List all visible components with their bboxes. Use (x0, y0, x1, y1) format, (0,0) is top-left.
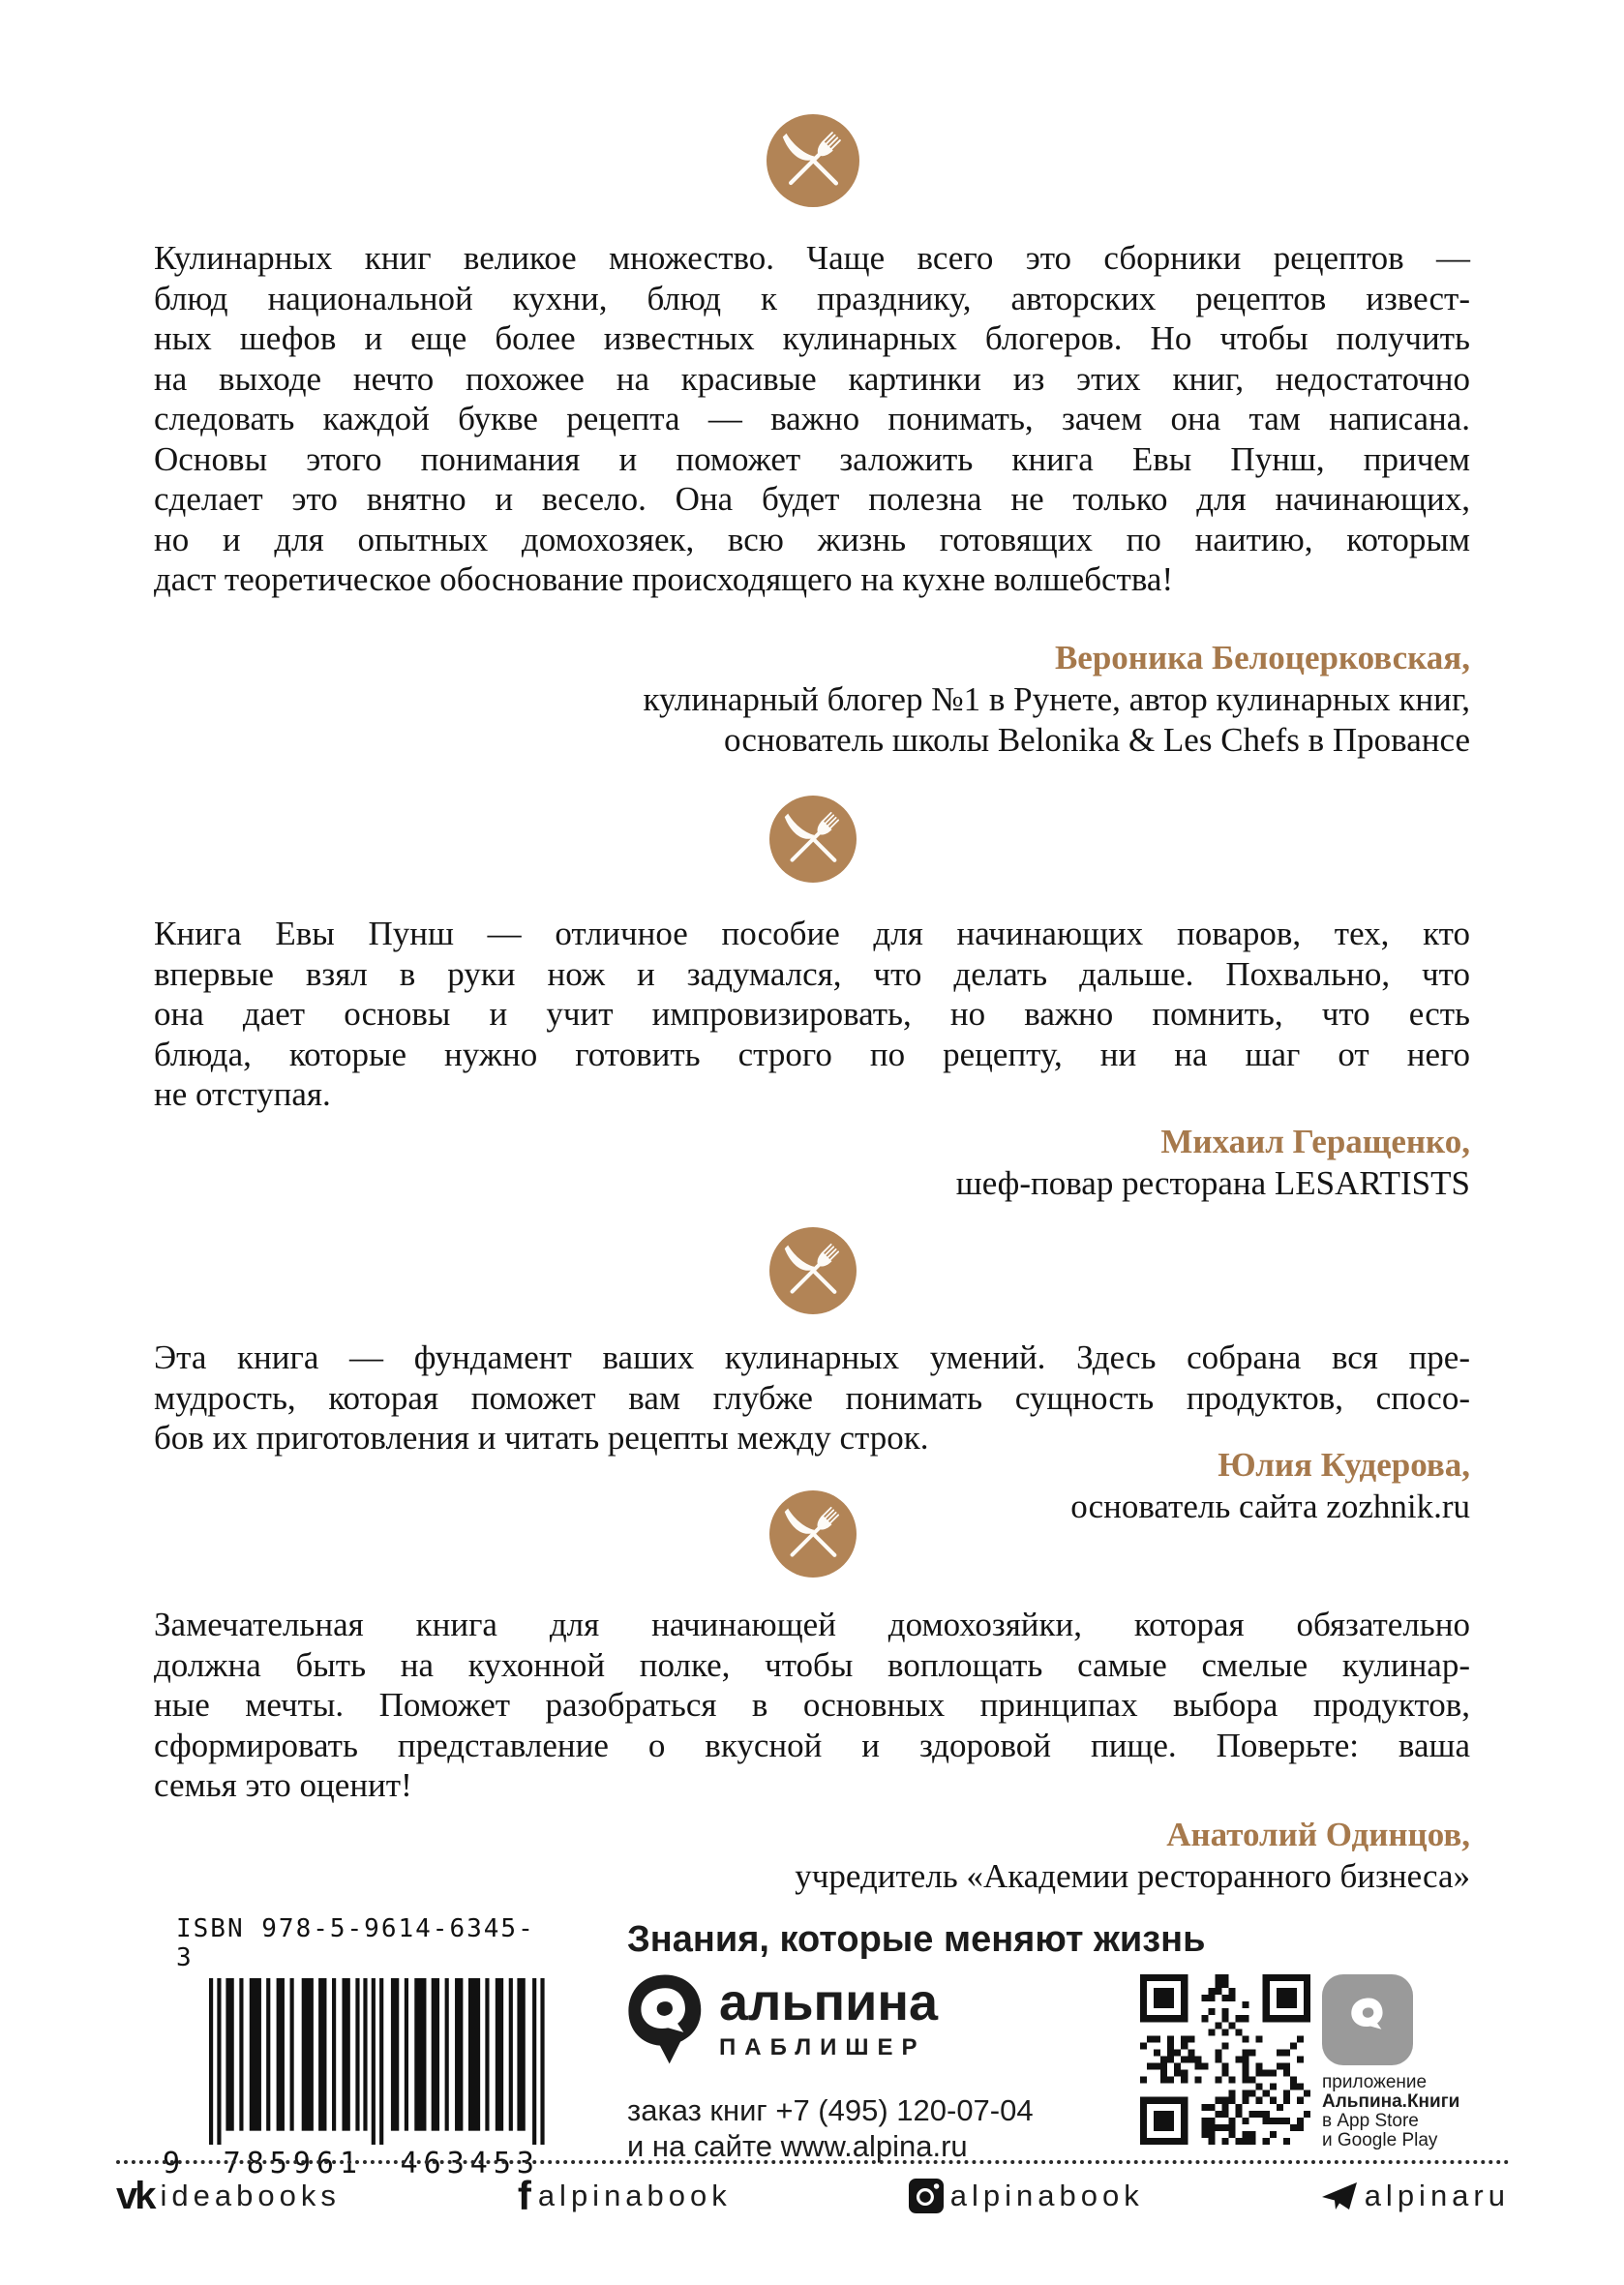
quote-1-line: сделает это внятно и весело. Она будет полезна не только для начинающих, (154, 480, 1470, 518)
quote-3-line: бов их приготовления и читать рецепты между строк. (154, 1419, 929, 1457)
telegram-icon (1321, 2180, 1358, 2211)
quote-2 (154, 914, 1470, 1115)
publisher-subtitle: ПАБЛИШЕР (719, 2034, 926, 2060)
quote-4-line: ные мечты. Поможет разобраться в основных принципах выбора продуктов, (154, 1686, 1470, 1724)
quote-2-line: Книга Евы Пунш — отличное пособие для начинающих поваров, тех, кто (154, 915, 1470, 952)
quote-4-line: семья это оценит! (154, 1766, 412, 1804)
social-instagram (909, 2179, 1144, 2213)
author-name: Вероника Белоцерковская, (1054, 639, 1470, 676)
quote-2-line: впервые взял в руки нож и задумался, что делать дальше. Похвально, что (154, 954, 1470, 993)
quote-4-line: должна быть на кухонной полке, чтобы воплощать самые смелые кулинар- (154, 1645, 1470, 1684)
app-line: приложение (1322, 2072, 1428, 2092)
author-role: основатель сайта zozhnik.ru (1070, 1488, 1470, 1525)
quote-1-line: но и для опытных домохозяек, всю жизнь готовящих по наитию, которым (154, 520, 1470, 558)
google-play-line: и Google Play (1322, 2130, 1438, 2150)
quote-1 (154, 238, 1470, 600)
fork-knife-icon (769, 1227, 857, 1314)
quote-3-line: Эта книга — фундамент ваших кулинарных умений. Здесь собрана вся пре- (154, 1338, 1470, 1376)
quote-1-line: Основы этого понимания и поможет заложить книга Евы Пунш, причем (154, 439, 1470, 478)
social-vk (116, 2177, 341, 2215)
quote-4 (154, 1605, 1470, 1806)
vk-icon: vk (116, 2175, 154, 2217)
barcode-digit-group: 463453 (400, 2147, 540, 2180)
quote-2-line: блюда, которые нужно готовить строго по рецепту, ни на шаг от него (154, 1035, 1470, 1073)
app-store-line: в App Store (1322, 2111, 1419, 2131)
social-facebook (517, 2173, 732, 2218)
quote-1-line: Кулинарных книг великое множество. Чаще всего это сборники рецептов — (154, 239, 1470, 277)
alpina-books-app-icon (1322, 1974, 1413, 2065)
barcode-digit-group: 9 (163, 2147, 187, 2180)
author-role: основатель школы Belonika & Les Chefs в Провансе (724, 721, 1470, 759)
publisher-logo (624, 1972, 938, 2065)
barcode (209, 1978, 546, 2145)
fork-knife-icon (769, 796, 857, 883)
quote-1-line: ных шефов и еще более известных кулинарных блогеров. Но чтобы получить (154, 319, 1470, 357)
quote-1-attribution (154, 637, 1470, 761)
barcode-digit-group: 785961 (223, 2147, 364, 2180)
publisher-name: альпина (719, 1973, 938, 2031)
qr-code (1140, 1974, 1310, 2145)
author-name: Михаил Геращенко, (1160, 1123, 1470, 1160)
order-site: и на сайте www.alpina.ru (627, 2129, 968, 2163)
quote-1-line: даст теоретическое обоснование происходящего на кухне волшебства! (154, 560, 1174, 598)
author-name: Анатолий Одинцов, (1166, 1816, 1470, 1853)
dotted-divider (116, 2160, 1510, 2164)
quote-2-attribution (154, 1121, 1470, 1204)
order-phone: заказ книг +7 (495) 120-07-04 (627, 2093, 1034, 2127)
author-role: кулинарный блогер №1 в Рунете, автор кулинарных книг, (643, 680, 1470, 718)
quote-1-line: следовать каждой букве рецепта — важно понимать, зачем она там написана. (154, 400, 1470, 437)
facebook-icon: f (517, 2173, 531, 2218)
fork-knife-icon (769, 1490, 857, 1578)
social-handle: alpinabook (537, 2179, 732, 2212)
social-row (116, 2173, 1510, 2218)
isbn-block (163, 1914, 550, 2180)
quote-1-line: на выходе нечто похожее на красивые картинки из этих книг, недостаточно (154, 359, 1470, 398)
isbn-label: ISBN 978-5-9614-6345-3 (176, 1914, 535, 1972)
social-handle: alpinabook (949, 2179, 1144, 2212)
quote-4-line: сформировать представление о вкусной и здоровой пище. Поверьте: ваша (154, 1726, 1470, 1764)
author-role: шеф-повар ресторана LESARTISTS (955, 1164, 1470, 1202)
instagram-icon (909, 2179, 944, 2213)
quote-3 (154, 1338, 1470, 1458)
author-role: учредитель «Академии ресторанного бизнеса» (795, 1857, 1470, 1895)
quote-1-line: блюд национальной кухни, блюд к празднику, авторских рецептов извест- (154, 279, 1470, 317)
quote-4-line: Замечательная книга для начинающей домохозяйки, которая обязательно (154, 1606, 1470, 1643)
app-name: Альпина.Книги (1322, 2091, 1460, 2112)
social-handle: alpinaru (1364, 2179, 1510, 2212)
quote-4-attribution (154, 1814, 1470, 1897)
publisher-slogan: Знания, которые меняют жизнь (627, 1919, 1206, 1960)
social-handle: ideabooks (160, 2179, 341, 2212)
order-info (627, 2092, 1034, 2164)
fork-knife-icon (767, 114, 859, 207)
alpina-logo-mark (624, 1972, 704, 2065)
quote-3-line: мудрость, которая поможет вам глубже понимать сущность продуктов, спосо- (154, 1378, 1470, 1417)
quote-2-line: она дает основы и учит импровизировать, но важно помнить, что есть (154, 995, 1470, 1033)
social-telegram (1321, 2179, 1510, 2213)
app-info (1322, 2073, 1459, 2150)
quote-2-line: не отступая. (154, 1075, 331, 1113)
author-name: Юлия Кудерова, (1218, 1446, 1470, 1484)
